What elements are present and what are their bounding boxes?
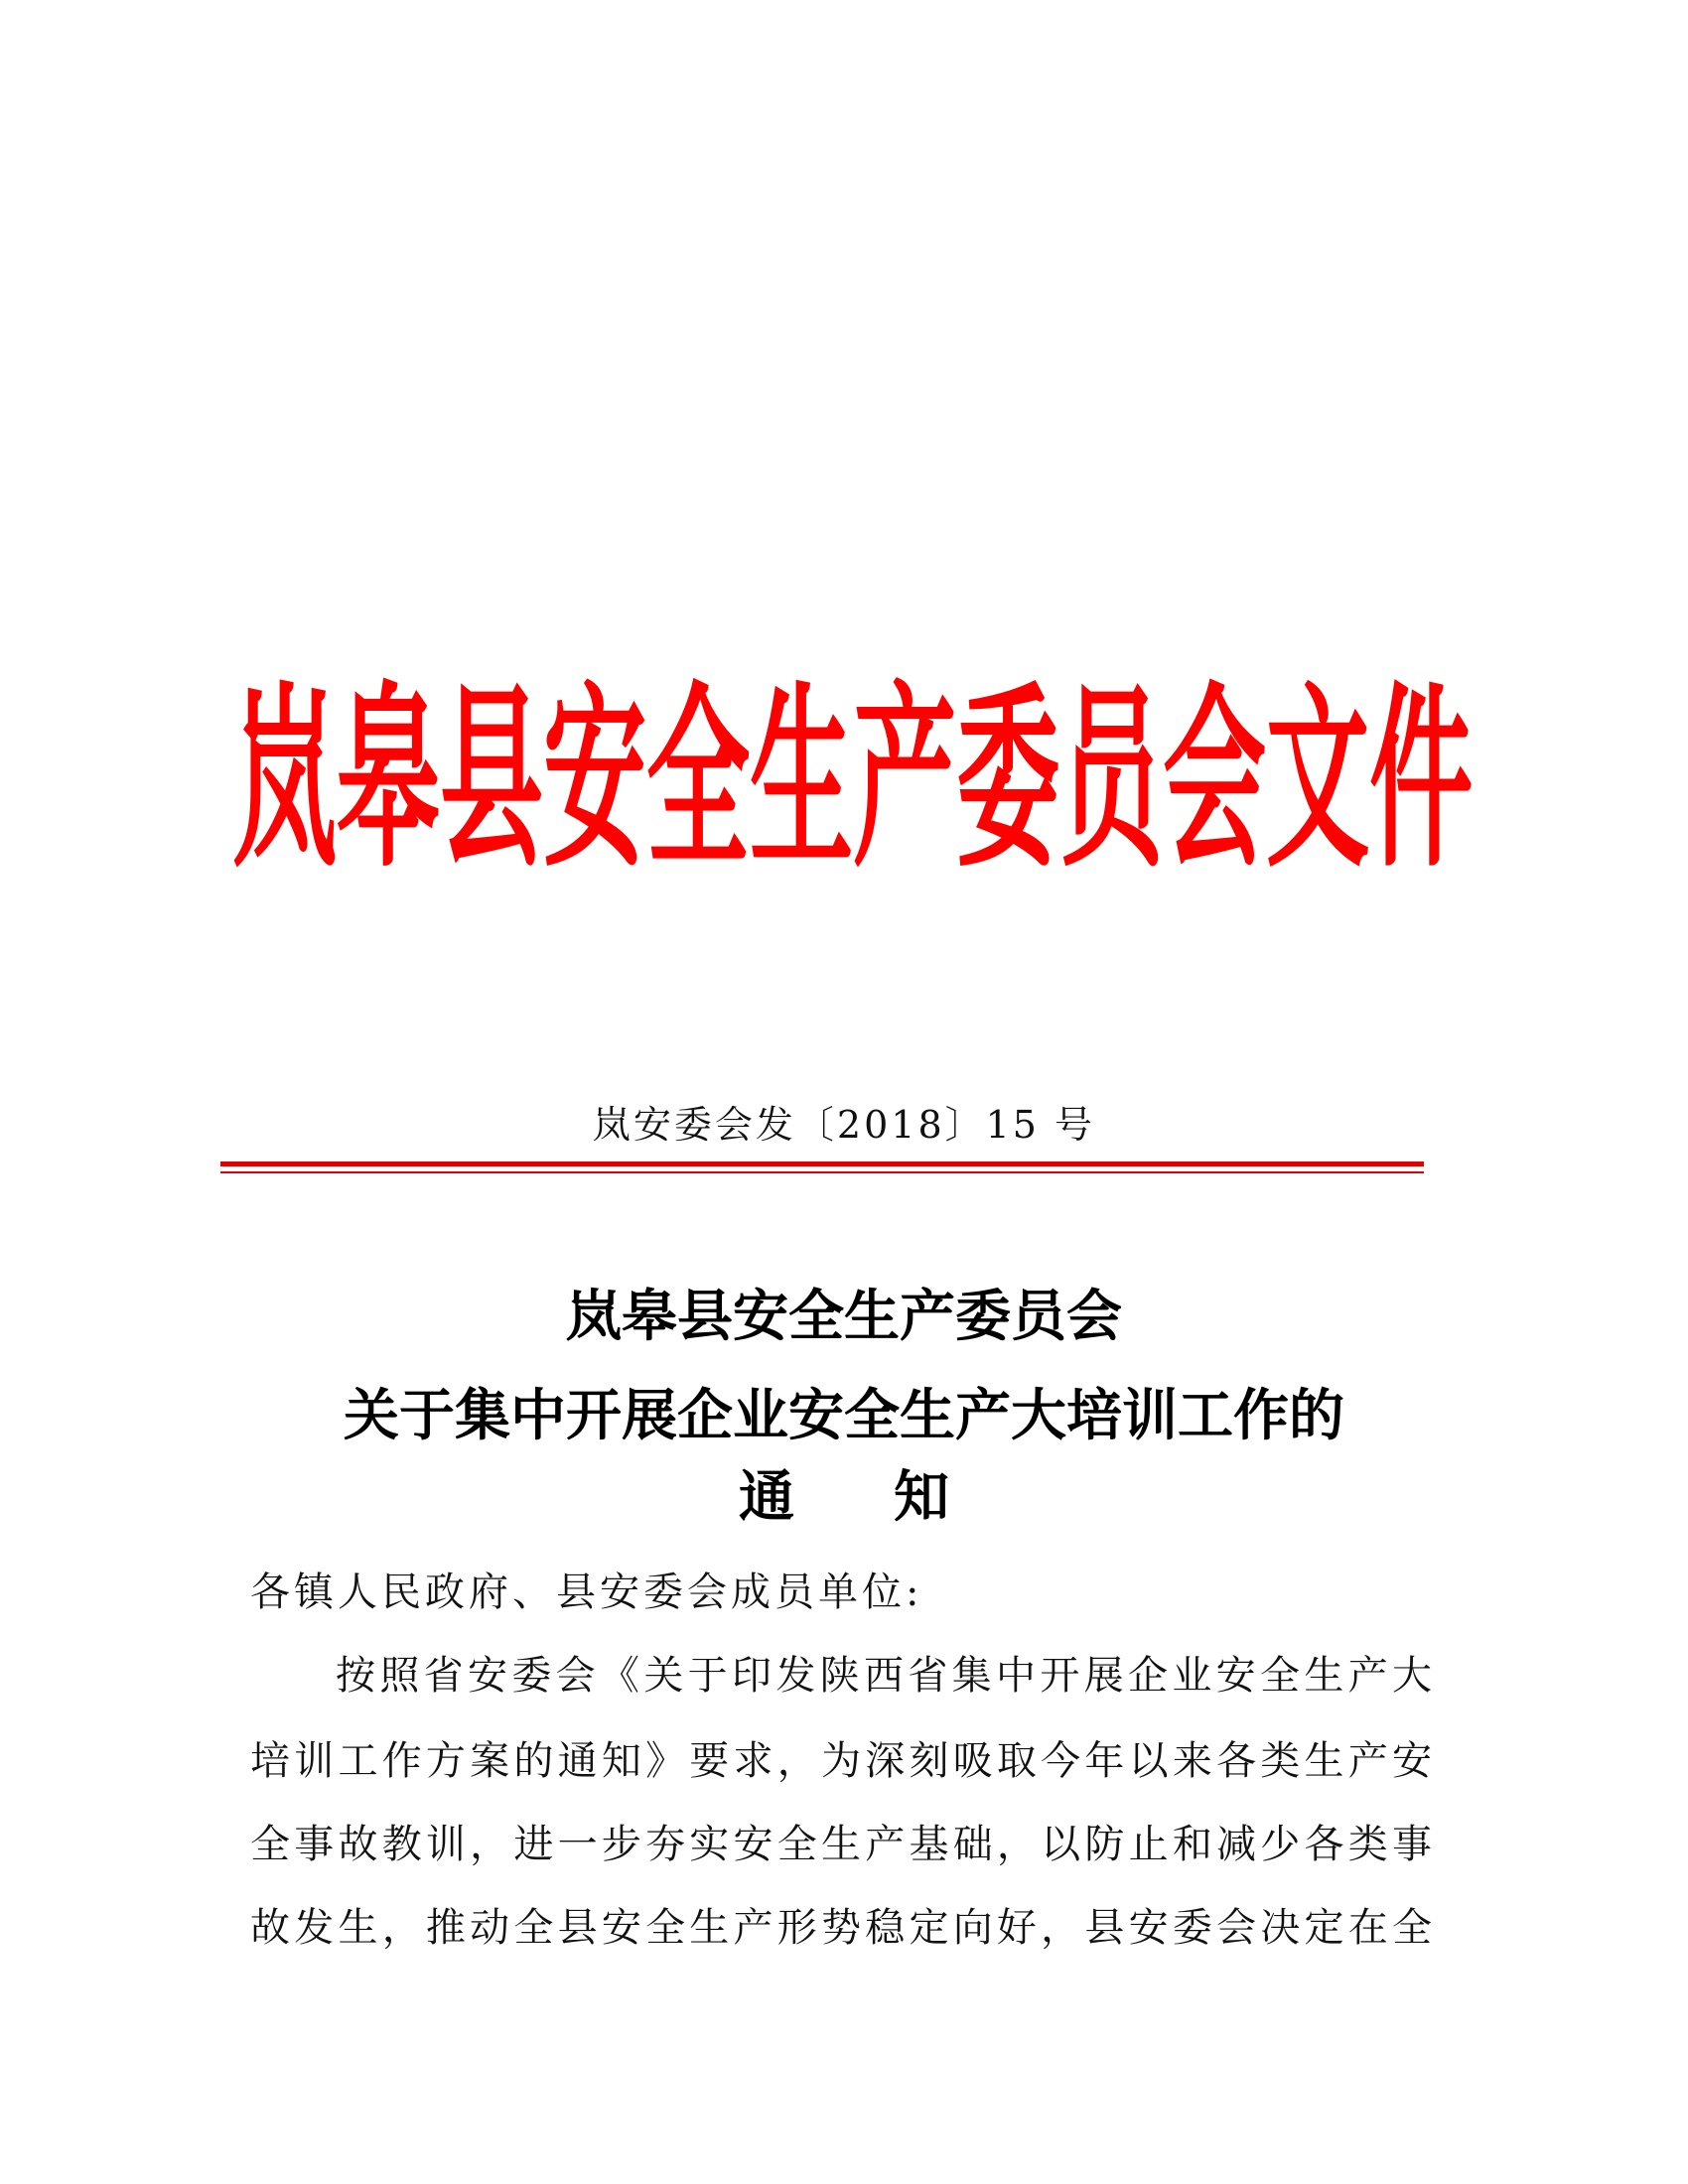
title-subject: 关于集中开展企业安全生产大培训工作的 <box>344 1383 1344 1448</box>
document-number: 岚安委会发〔2018〕15 号 <box>592 1103 1096 1147</box>
masthead-char: 产 <box>853 664 957 894</box>
masthead-char: 全 <box>646 664 751 894</box>
masthead-char: 生 <box>750 664 854 894</box>
masthead-char: 安 <box>543 664 647 894</box>
masthead-char: 件 <box>1369 664 1474 894</box>
body-text-line: 故发生，推动全县安全生产形势稳定向好，县安委会决定在全 <box>250 1905 1432 1951</box>
masthead-char: 会 <box>1163 664 1267 894</box>
masthead-char: 文 <box>1266 664 1370 894</box>
red-divider-thin <box>220 1171 1424 1173</box>
masthead-title <box>233 664 1474 894</box>
body-text-line: 培训工作方案的通知》要求，为深刻吸取今年以来各类生产安 <box>250 1738 1432 1784</box>
title-issuer: 岚皋县安全生产委员会 <box>566 1284 1122 1349</box>
salutation: 各镇人民政府、县安委会成员单位: <box>250 1570 923 1615</box>
body-text-line: 全事故教训，进一步夯实安全生产基础，以防止和减少各类事 <box>250 1822 1432 1867</box>
masthead-char: 员 <box>1059 664 1164 894</box>
masthead-char: 岚 <box>233 664 338 894</box>
body-text-line: 按照省安委会《关于印发陕西省集中开展企业安全生产大 <box>336 1653 1432 1699</box>
red-divider-thick <box>220 1161 1424 1166</box>
masthead-char: 县 <box>440 664 544 894</box>
masthead-char: 皋 <box>337 664 441 894</box>
title-notice: 通知 <box>739 1464 1049 1530</box>
masthead-char: 委 <box>956 664 1060 894</box>
